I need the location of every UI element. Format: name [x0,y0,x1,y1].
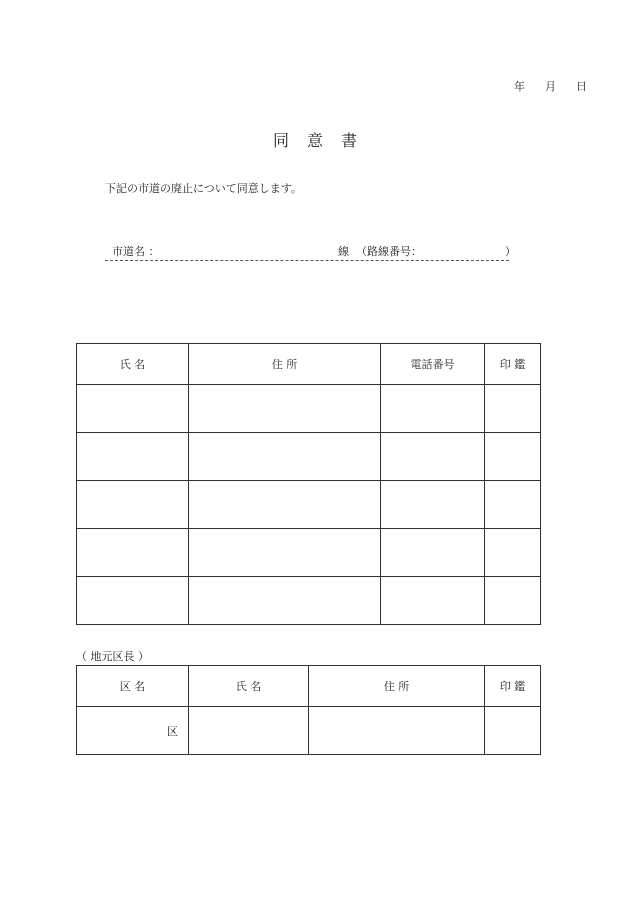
intro-text: 下記の市道の廃止について同意します。 [105,182,302,195]
table-header-row [77,344,541,385]
table-row [77,481,541,529]
name-cell[interactable] [77,529,189,577]
phone-cell[interactable] [381,433,485,481]
road-line-label: 線 [338,245,349,258]
road-underline [105,260,509,261]
title-char-2: 意 [306,131,323,150]
route-number-label: （路線番号： [356,245,422,258]
header-address: 住 所 [189,344,381,385]
name-cell[interactable] [189,707,309,755]
table-row [77,433,541,481]
address-cell[interactable] [189,481,381,529]
date-field [514,78,594,94]
name-cell[interactable] [77,385,189,433]
address-cell[interactable] [189,385,381,433]
seal-cell[interactable] [485,707,541,755]
table-row [77,385,541,433]
name-cell[interactable] [77,433,189,481]
address-cell[interactable] [189,529,381,577]
header-name: 氏 名 [77,344,189,385]
table-row [77,529,541,577]
name-cell[interactable] [77,577,189,625]
table-row [77,707,541,755]
seal-cell[interactable] [485,385,541,433]
road-name-label: 市道名 ： [112,245,160,258]
header-phone: 電話番号 [381,344,485,385]
seal-cell[interactable] [485,481,541,529]
phone-cell[interactable] [381,481,485,529]
table-header-row [77,666,541,707]
title-char-3: 書 [341,131,358,150]
title-char-1: 同 [272,131,289,150]
ward-chief-table [76,665,541,755]
header-name: 氏 名 [189,666,309,707]
page-title [0,128,630,151]
address-cell[interactable] [309,707,485,755]
ward-chief-caption: （ 地元区長 ） [76,650,149,663]
name-cell[interactable] [77,481,189,529]
address-cell[interactable] [189,577,381,625]
header-seal: 印 鑑 [485,666,541,707]
seal-cell[interactable] [485,529,541,577]
route-number-close: ） [505,245,516,258]
header-seal: 印 鑑 [485,344,541,385]
date-year-label: 年 [514,80,525,93]
phone-cell[interactable] [381,529,485,577]
seal-cell[interactable] [485,433,541,481]
date-month-label: 月 [545,80,556,93]
date-day-label: 日 [576,80,587,93]
phone-cell[interactable] [381,577,485,625]
address-cell[interactable] [189,433,381,481]
header-ward: 区 名 [77,666,189,707]
ward-cell[interactable]: 区 [77,707,189,755]
table-row [77,577,541,625]
header-address: 住 所 [309,666,485,707]
phone-cell[interactable] [381,385,485,433]
consent-table [76,343,541,625]
seal-cell[interactable] [485,577,541,625]
